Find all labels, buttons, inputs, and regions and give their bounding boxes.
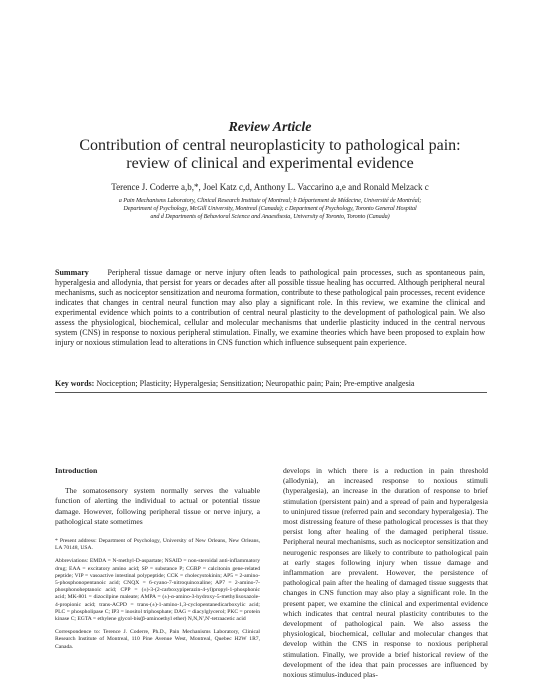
right-column xyxy=(283,466,488,680)
left-column xyxy=(55,466,260,657)
title-line-2: review of clinical and experimental evidence xyxy=(126,155,414,172)
affiliation-line-2: Department of Psychology, McGill University, Montreal (Canada); c Department of Psychology, Toronto General Hospital xyxy=(123,205,417,212)
keywords-text: Nociception; Plasticity; Hyperalgesia; Sensitization; Neuropathic pain; Pain; Pre-emptive analgesia xyxy=(96,379,415,388)
affiliations xyxy=(40,197,500,221)
summary-block xyxy=(55,268,485,348)
abbreviations-note: Abbreviations: EMDA = N-methyl-D-aspartate; NSAID = non-steroidal anti-inflammatory drug; EAA = excitatory amino acid; SP = substance P; CGRP = calcitonin gene-related peptide; VIP = vasoactive intestinal polypeptide; CCK = cholecystokinin; AP5 = 2-amino-5-phosphonopentanoic acid; CNQX = 6-cyano-7-nitroquinoxaline; AP7 = 2-amino-7-phosphonoheptanoic acid; CPP = (±)-3-(2-carboxypiperazin-4-yl)propyl-1-phosphonic acid; MK-801 = dizocilpine maleate; AMPA = (±)-α-amino-3-hydroxy-5-methylisoxazole-4-propionic acid; trans-ACPD = trans-(±)-1-amino-1,3-cyclopentanedicarboxylic acid; PLC = phospholipase C; IP3 = inositol triphosphate; DAG = diacylglycerol; PKC = protein kinase C; EGTA = ethylene glycol-bis(β-aminoethyl ether) N,N,N',N'-tetraacetic acid xyxy=(55,558,260,623)
intro-text: The somatosensory system normally serves the valuable function of alerting the individual to actual or potential tissue damage. However, following peripheral tissue or nerve injury, a pathological state sometimes xyxy=(55,486,260,526)
correspondence-note: Correspondence to: Terence J. Coderre, Ph.D., Pain Mechanisms Laboratory, Clinical Research Institute of Montreal, 110 Pine Avenue West, Montreal, Quebec H2W 1R7, Canada. xyxy=(55,629,260,650)
summary-label: Summary xyxy=(55,268,89,277)
intro-heading: Introduction xyxy=(55,466,98,475)
affiliation-line-3: and d Departments of Behavioral Science and Anaesthesia, University of Toronto, Toronto (Canada) xyxy=(150,213,390,220)
article-title xyxy=(40,137,500,173)
footnotes xyxy=(55,538,260,651)
section-divider xyxy=(55,392,487,393)
title-line-1: Contribution of central neuroplasticity to pathological pain: xyxy=(79,137,461,154)
affiliation-line-1: a Pain Mechanisms Laboratory, Clinical Research Institute of Montreal; b Département de Médecine, Université de Montréal; xyxy=(118,197,422,204)
keywords-block xyxy=(55,379,495,389)
right-column-text: develops in which there is a reduction in pain threshold (allodynia), an increased response to noxious stimuli (hyperalgesia), an increase in the duration of response to brief stimulation (persistent pain) and a spread of pain and hyperalgesia to uninjured tissue (referred pain and secondary hyperalgesia). The most distressing feature of these pathological processes is that they persist long after healing of the damaged peripheral tissue. Peripheral neural mechanisms, such as nociceptor sensitization and neurogenic responses are likely to contribute to pathological pain at early stages following injury when tissue damage and inflammation are prevalent. However, the persistence of pathological pain after the healing of damaged tissue suggests that changes in CNS function may also play a significant role. In the present paper, we examine the clinical and experimental evidence which indicates that central neural plasticity contributes to the development of pathological pain. We also assess the physiological, biochemical, cellular and molecular changes that develop within the CNS in response to noxious peripheral stimulation. Finally, we provide a brief historical review of the development of the idea that pain processes are influenced by noxious stimulus-induced plas- xyxy=(283,466,488,680)
summary-text: Peripheral tissue damage or nerve injury often leads to pathological pain processes, such as spontaneous pain, hyperalgesia and allodynia, that persist for years or decades after all possible tissue healing has occurred. Although peripheral neural mechanisms, such as nociceptor sensitization and neuroma formation, contribute to these pathological pain processes, recent evidence indicates that changes in central neural function may also play a significant role. In this review, we examine the clinical and experimental evidence which points to a contribution of central neural plasticity to the development of pathological pain. We also assess the physiological, biochemical, cellular and molecular mechanisms that underlie plasticity induced in the central nervous system (CNS) in response to noxious peripheral stimulation. Finally, we examine theories which have been proposed to explain how injury or noxious stimulation lead to alterations in CNS function which influence subsequent pain experience. xyxy=(55,268,486,347)
article-type-label: Review Article xyxy=(228,120,312,135)
present-address-note: * Present address: Department of Psychology, University of New Orleans, New Orleans, LA 70148, USA. xyxy=(55,538,260,552)
keywords-label: Key words: xyxy=(55,379,95,388)
author-list: Terence J. Coderre a,b,*, Joel Katz c,d, Anthony L. Vaccarino a,e and Ronald Melzack c xyxy=(111,182,429,192)
